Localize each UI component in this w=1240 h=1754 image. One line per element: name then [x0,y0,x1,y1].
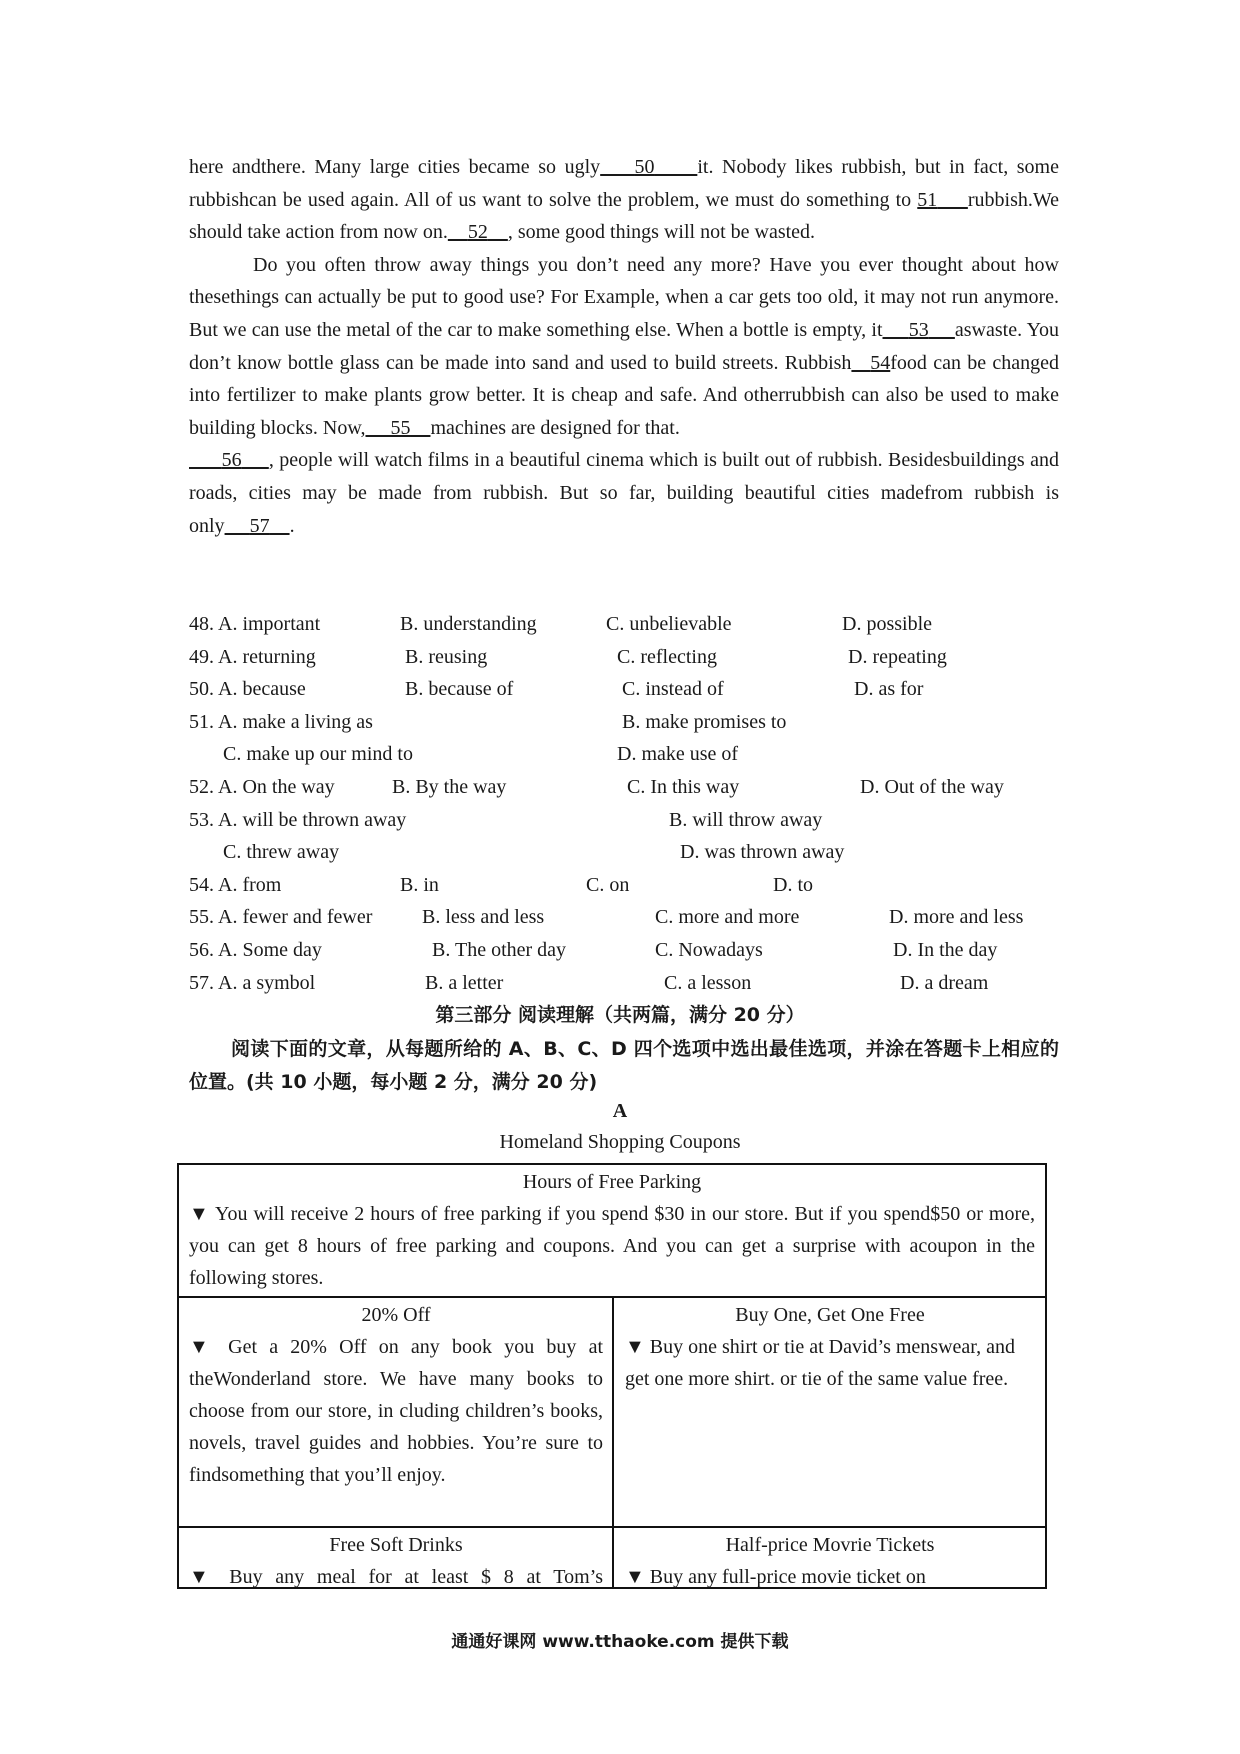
passage-letter: A [612,1100,628,1122]
coupon-title: Half-price Movrie Tickets [725,1534,935,1556]
question-number: 56. [189,938,214,961]
option-a: A. because [218,678,306,701]
table-divider [612,1296,614,1589]
option-b: B. in [400,873,439,896]
cloze-text: rubbish.We should take action from now on. [189,188,1060,244]
coupon-body: ▼ Buy any full-price movie ticket on [625,1566,926,1588]
cloze-text: here andthere. Many large cities became so ugly [189,156,601,178]
cloze-passage-part1: here andthere. Many large cities became so ugly 50 it. Nobody likes rubbish, but in fact, some rubbishcan be used again. All of us want to solve the problem, we must do something to 51 rubbish.We should take action from now on. 52 , some good things will not be wasted. Do you often throw away things you don’t need any more? Have you ever thought about how thesethings can actually be put to good use? For Example, when a car gets too old, it may not run anymore. But we can use the metal of the car to make something else. When a bottle is empty, it 53 aswaste. You don’t know bottle glass can be made into sand and used to build streets. Rubbish 54food can be changed into fertilizer to make plants grow better. It is cheap and safe. And otherrubbish can also be used to make building blocks. Now, 55 machines are designed for that. 56 , people will watch films in a beautiful cinema which is built out of rubbish. Besidesbuildings and roads, cities may be made from rubbish. But so far, building beautiful cities madefrom rubbish is only 57 . [189,156,1060,537]
question-number: 54. [189,873,214,896]
coupon-free-drinks [179,1528,613,1588]
question-number: 48. [189,613,214,635]
question-number: 57. [189,971,214,994]
coupon-title: Buy One, Get One Free [735,1304,925,1326]
coupon-body: ▼ You will receive 2 hours of free parking if you spend $30 in our store. But if you spend$50 or more, you can get 8 hours of free parking and coupons. And you can get a surprise with acoupon in the following stores. [189,1203,1035,1289]
option-a: A. On the way [218,775,335,798]
coupon-title: 20% Off [361,1304,431,1326]
option-b: B. By the way [392,775,507,798]
option-b: B. make promises to [622,710,787,733]
option-c: C. on [586,873,630,896]
option-c: C. more and more [655,906,800,929]
blank-53: 53 [908,318,929,341]
option-d: D. more and less [889,906,1024,929]
question-number: 49. [189,645,214,668]
options-list [189,608,1069,999]
option-b: B. understanding [400,613,537,635]
option-a: A. a symbol [218,971,316,994]
option-a: A. fewer and fewer [218,906,373,929]
blank-55: 55 [390,416,411,439]
coupon-body: ▼ Buy any meal for at least $ 8 at Tom’s [189,1566,603,1588]
option-b: B. will throw away [669,808,823,831]
option-a: A. returning [218,645,316,668]
coupon-parking [179,1165,1045,1297]
option-c: C. make up our mind to [223,743,413,766]
section-title: 第三部分 阅读理解（共两篇，满分 20 分） [435,1004,805,1026]
blank-57: 57 [249,514,270,537]
coupon-title: Free Soft Drinks [329,1534,463,1556]
option-d: D. make use of [617,743,739,766]
option-c: C. instead of [622,678,724,701]
coupon-half-price-movie [615,1528,1045,1588]
coupon-title: Hours of Free Parking [522,1171,702,1193]
section-instructions: 阅读下面的文章，从每题所给的 A、B、C、D 四个选项中选出最佳选项，并涂在答题卡上相应的位置。(共 10 小题，每小题 2 分，满分 20 分) [189,1038,1059,1093]
option-a: A. will be thrown away [218,808,407,831]
option-b: B. reusing [405,645,488,668]
blank-50: 50 [634,156,655,178]
option-a: A. important [218,613,321,635]
option-row-48 [189,608,1069,641]
option-d: D. was thrown away [680,841,845,864]
option-row-50 [189,673,1069,706]
option-a: A. make a living as [218,710,373,733]
blank-52: 52 [467,221,488,244]
question-number: 53. [189,808,214,831]
cloze-text: , people will watch films in a beautiful cinema which is built out of rubbish. Besidesbuildings and roads, cities may be made from rubbish. But so far, building beautiful cities madefrom rubbish is only [189,449,1060,537]
option-row-49 [189,641,1069,674]
option-b: B. less and less [422,906,545,929]
option-d: D. to [773,873,813,896]
option-b: B. The other day [432,938,567,961]
option-b: B. because of [405,678,514,701]
option-row-52 [189,771,1069,804]
option-c: C. Nowadays [655,938,763,961]
page-footer: 通通好课网 www.tthaoke.com 提供下载 [451,1632,789,1652]
cloze-text: food can be changed into fertilizer to make plants grow better. It is cheap and safe. And otherrubbish can also be used to make building blocks. Now, [189,351,1060,439]
coupon-buy-one-get-one [615,1298,1045,1526]
coupon-body: ▼ Buy one shirt or tie at David’s menswear, and get one more shirt. or tie of the same value free. [625,1336,1016,1390]
option-row-53a [189,804,1069,837]
question-number: 51. [189,710,214,733]
option-row-56 [189,934,1069,967]
cloze-text: machines are designed for that. [430,416,680,439]
option-c: C. unbelievable [606,613,732,635]
option-d: D. In the day [893,938,998,961]
blank-54: 54 [870,351,891,374]
option-row-54 [189,869,1069,902]
coupon-body: ▼ Get a 20% Off on any book you buy at theWonderland store. We have many books to choose from our store, in cluding children’s books, novels, travel guides and hobbies. You’re sure to findsomething that you’ll enjoy. [189,1336,603,1486]
option-d: D. Out of the way [860,775,1004,798]
option-d: D. a dream [900,971,989,994]
coupons-title: Homeland Shopping Coupons [499,1131,741,1153]
option-b: B. a letter [425,971,504,994]
option-row-51b [189,738,1069,771]
option-a: A. Some day [218,938,322,961]
option-c: C. a lesson [664,971,752,994]
option-c: C. threw away [223,841,340,864]
question-number: 52. [189,775,214,798]
option-row-57 [189,967,1069,1000]
option-row-55 [189,901,1069,934]
option-row-51a [189,706,1069,739]
cloze-text: aswaste. You don’t know bottle glass can be made into sand and used to build streets. Rubbish [189,318,1060,374]
option-d: D. repeating [848,645,947,668]
coupon-20-off [179,1298,613,1526]
option-d: D. as for [854,678,924,701]
blank-51: 51 [917,188,938,211]
option-row-53b [189,836,1069,869]
question-number: 50. [189,678,214,701]
blank-56: 56 [221,449,242,472]
option-a: A. from [218,873,282,896]
option-c: C. reflecting [617,645,717,668]
cloze-text: Do you often throw away things you don’t need any more? Have you ever thought about how thesethings can actually be put to good use? For Example, when a car gets too old, it may not run anymore. But we can use the metal of the car to make something else. When a bottle is empty, it [189,253,1059,341]
question-number: 55. [189,906,214,929]
option-c: C. In this way [627,775,740,798]
coupon-table [177,1163,1047,1589]
option-d: D. possible [842,613,932,635]
cloze-text: , some good things will not be wasted. [507,221,816,244]
cloze-text: it. Nobody likes rubbish, but in fact, some rubbishcan be used again. All of us want to solve the problem, we must do something to [189,156,1059,211]
